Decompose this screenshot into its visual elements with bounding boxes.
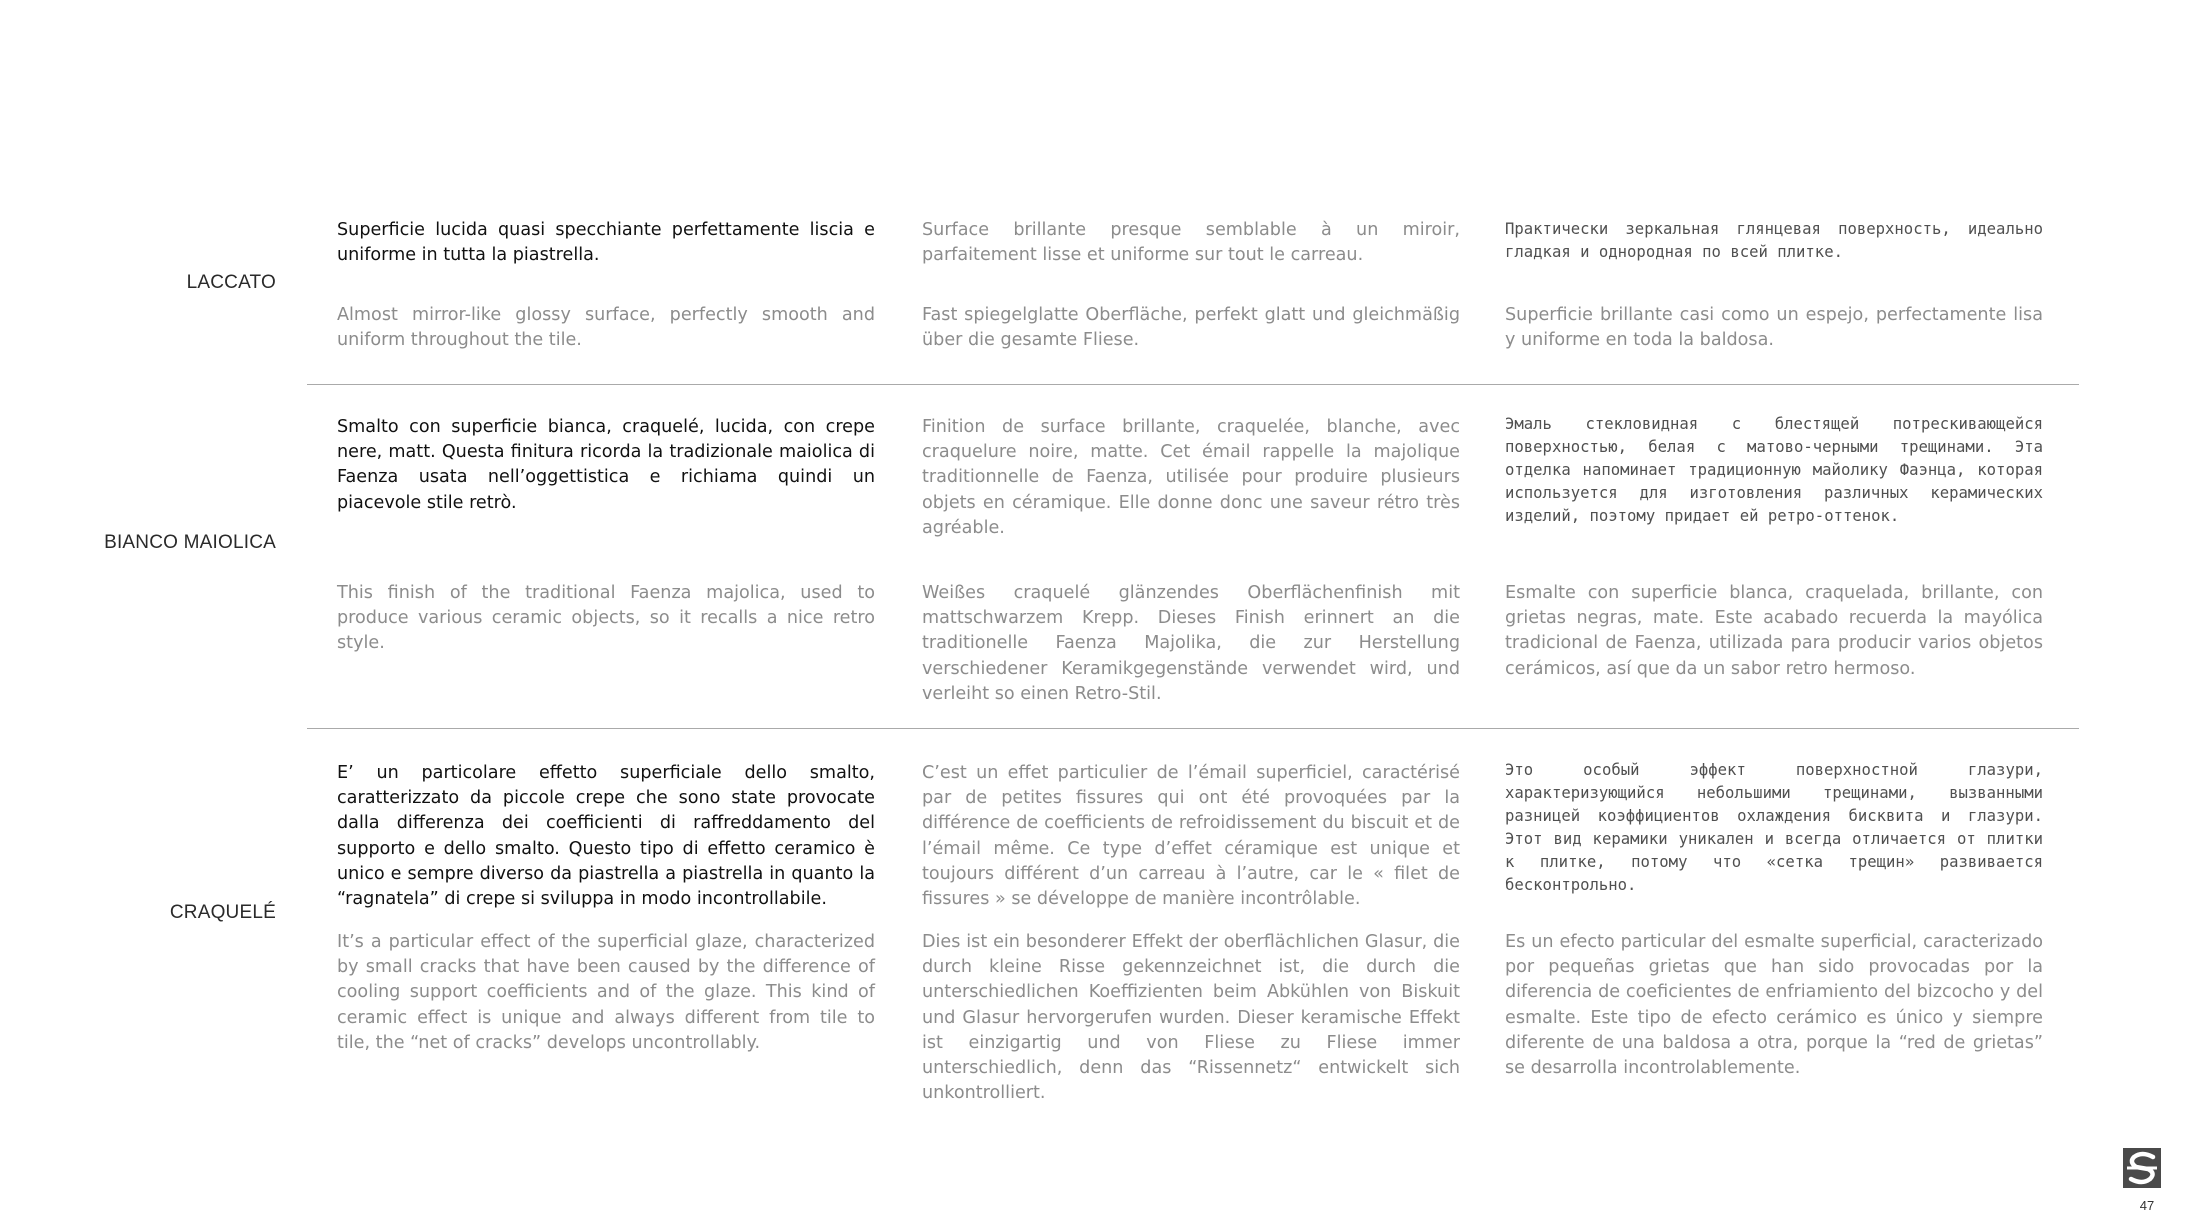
description-english: This finish of the traditional Faenza majolica, used to produce various ceramic objects, so it recalls a nice retro style. (337, 583, 875, 654)
description-italian: E’ un particolare effetto superficiale dello smalto, caratterizzato da piccole crepe che sono state provocate dalla differenza dei coefficienti di raffreddamento del supporto e dello smalto. Questo tipo di effetto ceramico è unico e sempre diverso da piastrella a piastrella in quanto la “ragnatela” di crepe si sviluppa in modo incontrollabile. (337, 763, 875, 910)
finish-label: CRAQUELÉ (169, 902, 276, 923)
description-spanish: Es un efecto particular del esmalte superficial, caracterizado por pequeñas grietas que han sido provocadas por la diferencia de coeficientes de enfriamiento del bizcocho y del esmalte. Este tipo de efecto cerámico es único y siempre diferente de una baldosa a otra, porque la “red de grietas” se desarrolla incontrolablemente. (1505, 932, 2043, 1079)
description-spanish: Superficie brillante casi como un espejo, perfectamente lisa y uniforme en toda la baldosa. (1505, 305, 2043, 351)
finish-label: LACCATO (186, 272, 276, 293)
description-french: Surface brillante presque semblable à un miroir, parfaitement lisse et uniforme sur tout le carreau. (922, 220, 1460, 266)
description-english: Almost mirror-like glossy surface, perfectly smooth and uniform throughout the tile. (337, 305, 875, 351)
description-italian: Smalto con superficie bianca, craquelé, lucida, con crepe nere, matt. Questa finitura ricorda la tradizionale maiolica di Faenza usata nell’oggettistica e richiama quindi un piacevole stile retrò. (337, 417, 875, 513)
brand-monogram-icon (2123, 1148, 2161, 1188)
description-russian: Эмаль стекловидная с блестящей потрескивающейся поверхностью, белая с матово-черными трещинами. Эта отделка напоминает традиционную майолику Фаэнца, которая используется для изготовления различных керамических изделий, поэтому придает ей ретро-оттенок. (1505, 415, 2043, 525)
description-spanish: Esmalte con superficie blanca, craquelada, brillante, con grietas negras, mate. Este acabado recuerda la mayólica tradicional de Faenza, utilizada para producir varios objetos cerámicos, así que da un sabor retro hermoso. (1505, 583, 2043, 679)
description-italian: Superficie lucida quasi specchiante perfettamente liscia e uniforme in tutta la piastrella. (337, 220, 875, 266)
description-german: Dies ist ein besonderer Effekt der oberflächlichen Glasur, die durch kleine Risse gekennzeichnet ist, die durch die unterschiedlichen Koeffizienten beim Abkühlen von Biskuit und Glasur hervorgerufen wurden. Dieser keramische Effekt ist einzigartig und von Fliese zu Fliese immer unterschiedlich, denn das “Rissennetz“ entwickelt sich unkontrolliert. (922, 932, 1460, 1104)
description-russian: Это особый эффект поверхностной глазури, характеризующийся небольшими трещинами, вызванными разницей коэффициентов охлаждения бисквита и глазури. Этот вид керамики уникален и всегда отличается от плитки к плитке, потому что «сетка трещин» развивается бесконтрольно. (1505, 761, 2043, 894)
description-french: Finition de surface brillante, craquelée, blanche, avec craquelure noire, matte. Cet émail rappelle la majolique traditionnelle de Faenza, utilisée pour produire plusieurs objets en céramique. Elle donne donc une saveur rétro très agréable. (922, 417, 1460, 538)
description-german: Weißes craquelé glänzendes Oberflächenfinish mit mattschwarzem Krepp. Dieses Finish erinnert an die traditionelle Faenza Majolika, die zur Herstellung verschiedener Keramikgegenstände verwendet wird, und verleiht so einen Retro-Stil. (922, 583, 1460, 704)
description-french: C’est un effet particulier de l’émail superficiel, caractérisé par de petites fissures qui ont été provoquées par la différence de coefficients de refroidissement du biscuit et de l’émail même. Ce type d’effet céramique est unique et toujours différent d’un carreau à l’autre, car le « filet de fissures » se développe de manière incontrôlable. (922, 763, 1460, 910)
finish-label: BIANCO MAIOLICA (104, 532, 276, 553)
section-divider (307, 384, 2079, 385)
section-divider (307, 728, 2079, 729)
page-number: 47 (2139, 1198, 2155, 1213)
description-german: Fast spiegelglatte Oberfläche, perfekt glatt und gleichmäßig über die gesamte Fliese. (922, 305, 1460, 351)
description-russian: Практически зеркальная глянцевая поверхность, идеально гладкая и однородная по всей плитке. (1505, 220, 2043, 261)
description-english: It’s a particular effect of the superficial glaze, characterized by small cracks that have been caused by the difference of cooling support coefficients and of the glaze. This kind of ceramic effect is unique and always different from tile to tile, the “net of cracks” develops uncontrollably. (337, 932, 875, 1053)
